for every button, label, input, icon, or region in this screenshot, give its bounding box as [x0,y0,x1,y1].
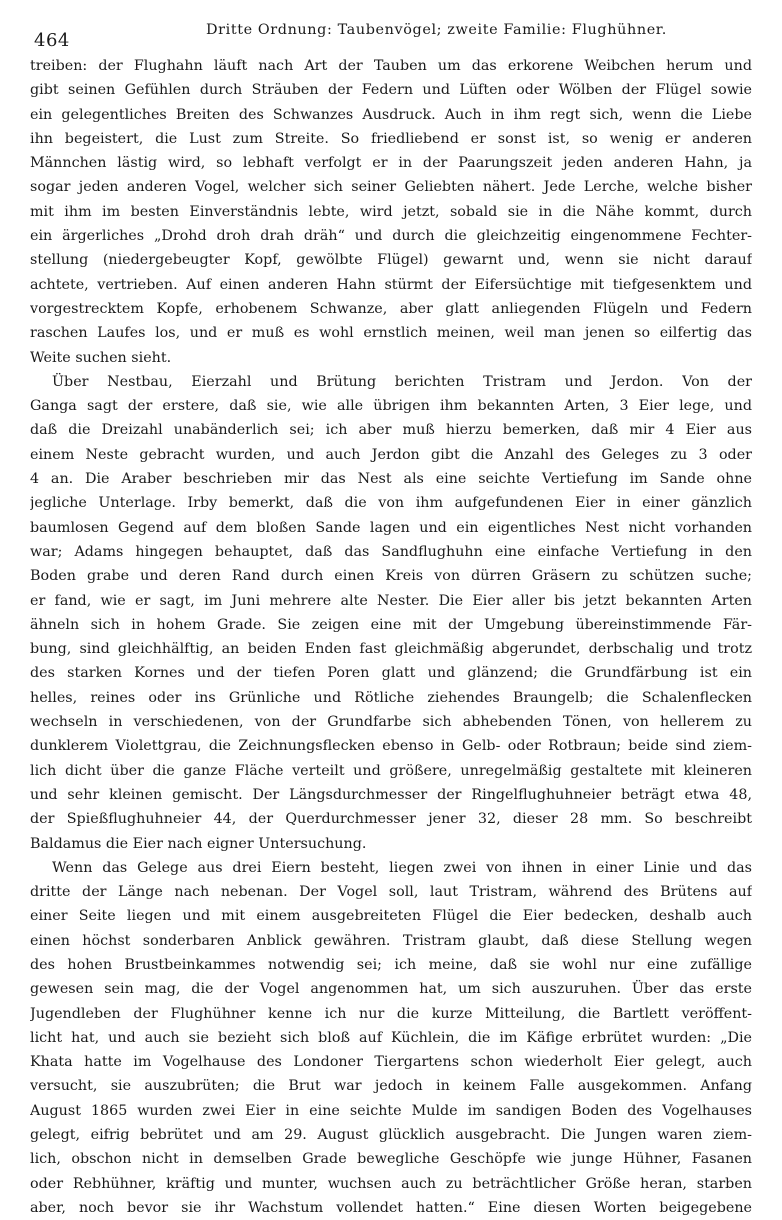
text-line: einen höchst sonderbaren Anblick gewähren. Tristram glaubt, daß diese Stellung wegen [30,932,752,949]
text-line: ein gelegentliches Breiten des Schwanzes Ausdruck. Auch in ihm regt sich, wenn die Liebe [30,106,752,123]
text-line: raschen Laufes los, und er muß es wohl ernstlich meinen, weil man jenen so eilfertig das [30,325,752,342]
page-number: 464 [34,30,70,51]
text-line: wechseln in verschiedenen, von der Grundfarbe sich abhebenden Tönen, von hellerem zu [30,714,752,731]
text-line: sogar jeden anderen Vogel, welcher sich seiner Geliebten nähert. Jede Lerche, welche bisher [30,179,752,196]
text-line: ähneln sich in hohem Grade. Sie zeigen eine mit der Umgebung übereinstimmende Fär- [30,616,752,633]
text-line: einem Neste gebracht wurden, und auch Jerdon gibt die Anzahl des Geleges zu 3 oder [30,446,752,463]
text-line: Khata hatte im Vogelhause des Londoner Tiergartens schon wiederholt Eier gelegt, auch [30,1054,752,1071]
text-line: des hohen Brustbeinkammes notwendig sei; ich meine, daß sie wohl nur eine zufällige [30,956,752,973]
text-line: versucht, sie auszubrüten; die Brut war jedoch in keinem Falle ausgekommen. Anfang [30,1078,752,1095]
text-line: licht hat, und auch sie bezieht sich bloß auf Küchlein, die im Käfige erbrütet wurden: „Die [30,1029,752,1046]
text-line: daß die Dreizahl unabänderlich sei; ich aber muß hierzu bemerken, daß mir 4 Eier aus [30,422,752,439]
text-line: Boden grabe und deren Rand durch einen Kreis von dürren Gräsern zu schützen suche; [30,568,752,585]
text-line: baumlosen Gegend auf dem bloßen Sande lagen und ein eigentliches Nest nicht vorhanden [30,519,752,536]
text-line: gelegt, eifrig bebrütet und am 29. August glücklich ausgebracht. Die Jungen waren ziem- [30,1127,752,1144]
text-line: er fand, wie er sagt, im Juni mehrere alte Nester. Die Eier aller bis jetzt bekannten Arten [30,592,752,609]
text-line: vorgestrecktem Kopfe, erhobenem Schwanze, aber glatt anliegenden Flügeln und Federn [30,300,752,317]
text-line: gibt seinen Gefühlen durch Sträuben der Federn und Lüften oder Wölben der Flügel sowie [30,82,752,99]
text-line: einer Seite liegen und mit einem ausgebreiteten Flügel die Eier bedecken, deshalb auch [30,908,752,925]
text-line: lich dicht über die ganze Fläche verteilt und größere, unregelmäßig gestaltete mit kleineren [30,762,752,779]
text-line: war; Adams hingegen behauptet, daß das Sandflughuhn eine einfache Vertiefung in den [30,543,752,560]
text-line: Über Nestbau, Eierzahl und Brütung berichten Tristram und Jerdon. Von der [52,373,752,390]
text-line: achtete, vertrieben. Auf einen anderen Hahn stürmt der Eifersüchtige mit tiefgesenktem und [30,276,752,293]
body-text [30,54,752,1220]
text-line: dritte der Länge nach nebenan. Der Vogel soll, laut Tristram, während des Brütens auf [30,884,752,901]
text-line: Wenn das Gelege aus drei Eiern besteht, liegen zwei von ihnen in einer Linie und das [52,859,752,876]
text-line: aber, noch bevor sie ihr Wachstum vollendet hatten.“ Eine diesen Worten beigegebene [30,1199,752,1216]
text-line: 4 an. Die Araber beschrieben mir das Nest als eine seichte Vertiefung im Sande ohne [30,471,752,488]
paragraph-1 [30,54,752,370]
text-line: lich, obschon nicht in demselben Grade bewegliche Geschöpfe wie junge Hühner, Fasanen [30,1151,752,1168]
text-line: treiben: der Flughahn läuft nach Art der Tauben um das erkorene Weibchen herum und [30,58,752,74]
text-line: Ganga sagt der erstere, daß sie, wie alle übrigen ihm bekannten Arten, 3 Eier lege, und [30,398,752,415]
text-line: Weite suchen sieht. [30,349,172,366]
text-line: und sehr kleinen gemischt. Der Längsdurchmesser der Ringelflughuhneier beträgt etwa 48, [30,786,752,803]
text-line: helles, reines oder ins Grünliche und Rötliche ziehendes Braungelb; die Schalenflecken [30,689,752,706]
running-head [30,18,752,51]
text-line: Männchen lästig wird, so lebhaft verfolgt er in der Paarungszeit jeden anderen Hahn, ja [30,155,752,172]
text-line: August 1865 wurden zwei Eier in eine seichte Mulde im sandigen Boden des Vogelhauses [30,1102,752,1119]
paragraph-2 [30,370,752,856]
text-line: des starken Kornes und der tiefen Poren glatt und glänzend; die Grundfärbung ist ein [30,665,752,682]
text-line: stellung (niedergebeugter Kopf, gewölbte Flügel) gewarnt und, wenn sie nicht darauf [30,252,752,269]
text-line: mit ihm im besten Einverständnis lebte, wird jetzt, sobald sie in die Nähe kommt, durch [30,203,752,220]
paragraph-3 [30,856,752,1220]
running-title: Dritte Ordnung: Taubenvögel; zweite Familie: Flughühner. [206,22,667,38]
text-line: der Spießflughuhneier 44, der Querdurchmesser jener 32, dieser 28 mm. So beschreibt [30,811,752,828]
text-line: gewesen sein mag, die der Vogel angenommen hat, um sich auszuruhen. Über das erste [30,981,752,998]
text-line: oder Rebhühner, kräftig und munter, wuchsen auch zu beträchtlicher Größe heran, starben [30,1175,752,1192]
text-line: Baldamus die Eier nach eigner Untersuchung. [30,835,367,852]
text-line: ihn begeistert, die Lust zum Streite. So friedliebend er sonst ist, so wenig er anderen [30,130,752,147]
text-line: jegliche Unterlage. Irby bemerkt, daß die von ihm aufgefundenen Eier in einer gänzlich [30,495,752,512]
text-line: ein ärgerliches „Drohd droh drah dräh“ und durch die gleichzeitig eingenommene Fechter- [30,228,752,245]
text-line: bung, sind gleichhälftig, an beiden Enden fast gleichmäßig abgerundet, derbschalig und trotz [30,641,752,658]
text-line: dunklerem Violettgrau, die Zeichnungsflecken ebenso in Gelb- oder Rotbraun; beide sind ziem- [30,738,752,755]
text-line: Jugendleben der Flughühner kenne ich nur die kurze Mitteilung, die Bartlett veröffent- [30,1005,752,1022]
